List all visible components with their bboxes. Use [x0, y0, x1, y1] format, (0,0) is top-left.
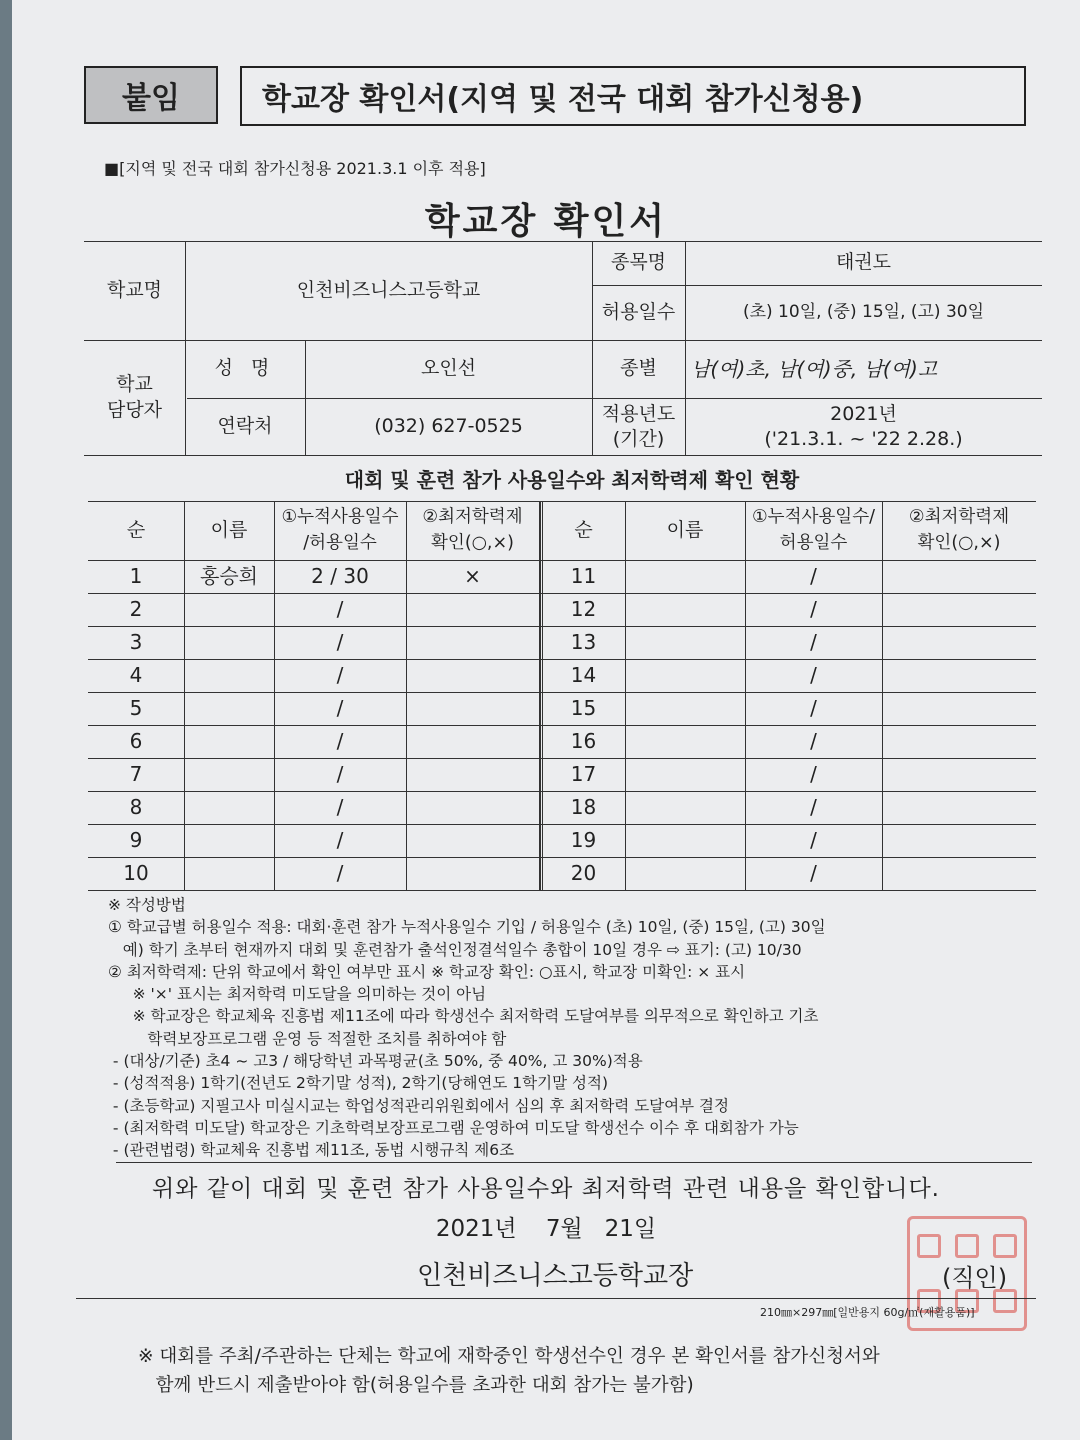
note-line: 학력보장프로그램 운영 등 적절한 조치를 취하여야 함: [108, 1029, 507, 1048]
table-cell-name: [184, 593, 274, 626]
table-cell-name: [625, 692, 745, 725]
category: 남(여)초, 남(여)중, 남(여)고: [691, 356, 938, 381]
table-cell-name: [184, 725, 274, 758]
note-line: - (성적적용) 1학기(전년도 2학기말 성적), 2학기(당해연도 1학기말 성적): [108, 1074, 608, 1093]
allowed-days: (초) 10일, (중) 15일, (고) 30일: [742, 302, 985, 323]
table-cell-no: 17: [570, 762, 597, 786]
table-cell-name: [184, 824, 274, 857]
divider: [116, 1162, 1032, 1163]
note-line: 예) 학기 초부터 현재까지 대회 및 훈련참가 출석인정결석일수 총합이 10일 경우 ⇨ 표기: (고) 10/30: [108, 940, 802, 959]
table-cell-days: /: [336, 762, 344, 786]
note-line: - (관련법령) 학교체육 진흥법 제11조, 동법 시행규칙 제6조: [108, 1141, 515, 1160]
table-cell-no: 5: [129, 696, 143, 720]
scope-note: ■[지역 및 전국 대회 참가신청용 2021.3.1 이후 적용]: [104, 159, 486, 178]
table-cell-check: [882, 857, 1036, 890]
table-cell-no: 20: [570, 861, 597, 885]
table-cell-name: [625, 659, 745, 692]
table-cell-days: /: [336, 630, 344, 654]
table-cell-days: 2 / 30: [311, 564, 369, 588]
table-cell-check: [406, 659, 539, 692]
table-cell-check: [406, 857, 539, 890]
sport-label: 종목명: [610, 251, 667, 274]
table-cell-check: [406, 824, 539, 857]
table-cell-name: [625, 857, 745, 890]
confirmation-text: 위와 같이 대회 및 훈련 참가 사용일수와 최저학력 관련 내용을 확인합니다.: [152, 1176, 940, 1202]
header-days-right: ①누적사용일수/ 허용일수: [751, 507, 875, 553]
principal-title: 인천비즈니스고등학교장: [417, 1261, 694, 1291]
table-cell-name: [625, 593, 745, 626]
note-line: ① 학교급별 허용일수 적용: 대회·훈련 참가 누적사용일수 기입 / 허용일수 (초) 10일, (중) 15일, (고) 30일: [108, 918, 826, 937]
header-name-right: 이름: [666, 518, 704, 541]
note-line: ② 최저학력제: 단위 학교에서 확인 여부만 표시 ※ 학교장 확인: ○표시, 학교장 미확인: × 표시: [108, 962, 746, 981]
header-name-left: 이름: [210, 518, 248, 541]
table-cell-name: 홍승희: [200, 564, 258, 588]
note-line: ※ 학교장은 학교체육 진흥법 제11조에 따라 학생선수 최저학력 도달여부를 의무적으로 확인하고 기초: [108, 1007, 819, 1026]
table-cell-days: /: [336, 828, 344, 852]
footer-line: ※ 대회를 주최/주관하는 단체는 학교에 재학중인 학생선수인 경우 본 확인서를 참가신청서와: [138, 1346, 880, 1367]
table-cell-no: 10: [123, 861, 149, 885]
table-cell-days: /: [810, 795, 817, 819]
table-cell-name: [625, 824, 745, 857]
table-cell-days: /: [336, 795, 344, 819]
table-cell-days: /: [336, 729, 344, 753]
table-cell-no: 19: [570, 828, 597, 852]
table-cell-no: 12: [570, 597, 597, 621]
table-cell-no: 1: [129, 564, 143, 588]
seal-mark: (직인): [942, 1264, 1008, 1292]
table-cell-name: [625, 791, 745, 824]
divider: [76, 1298, 1036, 1299]
table-cell-check: [882, 758, 1036, 791]
footer-note: [138, 1342, 1038, 1400]
table-cell-days: /: [810, 630, 817, 654]
table-cell-name: [184, 857, 274, 890]
note-line: - (초등학교) 지필고사 미실시교는 학업성적관리위원회에서 심의 후 최저학력 도달여부 결정: [108, 1096, 729, 1115]
table-cell-days: /: [810, 663, 817, 687]
table-cell-no: 3: [129, 630, 143, 654]
header-check-left: ②최저학력제 확인(○,×): [422, 507, 523, 553]
note-line: ※ 작성방법: [108, 896, 186, 914]
note-line: - (최저학력 미도달) 학교장은 기초학력보장프로그램 운영하여 미도달 학생선수 이수 후 대회참가 가능: [108, 1118, 799, 1137]
table-cell-check: [406, 593, 539, 626]
table-cell-no: 11: [570, 564, 597, 588]
header-no-left: 순: [126, 518, 146, 541]
manager-label: 학교 담당자: [106, 372, 163, 421]
table-cell-no: 18: [570, 795, 597, 819]
table-cell-check: [882, 692, 1036, 725]
table-cell-no: 8: [129, 795, 143, 819]
footer-line: 함께 반드시 제출받아야 함(허용일수를 초과한 대회 참가는 불가함): [138, 1375, 694, 1396]
table-cell-no: 15: [570, 696, 597, 720]
table-cell-check: [882, 659, 1036, 692]
table-cell-check: [406, 626, 539, 659]
table-cell-days: /: [336, 597, 344, 621]
sport: 태권도: [835, 251, 892, 274]
table-cell-check: [406, 758, 539, 791]
table-cell-check: [882, 560, 1036, 593]
note-line: ※ '×' 표시는 최저학력 미도달을 의미하는 것이 아님: [108, 985, 487, 1004]
table-cell-name: [625, 725, 745, 758]
paper-spec: 210㎜×297㎜[일반용지 60g/㎡(재활용품)]: [760, 1306, 975, 1319]
table-cell-days: /: [336, 696, 344, 720]
table-cell-no: 14: [570, 663, 597, 687]
table-cell-no: 7: [129, 762, 143, 786]
table-cell-check: [882, 824, 1036, 857]
name-label: 성 명: [214, 357, 276, 380]
info-border-bottom: [84, 455, 1042, 456]
table-cell-days: /: [336, 663, 344, 687]
document-page: [12, 0, 1080, 1440]
table-cell-check: [882, 725, 1036, 758]
table-cell-days: /: [810, 828, 817, 852]
table-cell-days: /: [810, 861, 817, 885]
header-no-right: 순: [574, 518, 593, 541]
table-cell-name: [625, 626, 745, 659]
attachment-label: 붙임: [84, 66, 218, 124]
table-cell-days: /: [810, 696, 817, 720]
instructions: [108, 894, 1048, 1162]
table-cell-no: 13: [570, 630, 597, 654]
table-cell-name: [184, 626, 274, 659]
table-cell-name: [184, 758, 274, 791]
table-cell-days: /: [810, 564, 817, 588]
year-period: 2021년 ('21.3.1. ~ '22 2.28.): [764, 402, 963, 450]
table-cell-no: 9: [129, 828, 143, 852]
table-cell-days: /: [810, 762, 817, 786]
table-cell-no: 4: [129, 663, 143, 687]
table-divider: [539, 501, 541, 890]
section-title: 대회 및 훈련 참가 사용일수와 최저학력제 확인 현황: [344, 468, 800, 492]
contact-label: 연락처: [217, 414, 273, 437]
school-name: 인천비즈니스고등학교: [296, 278, 481, 301]
table-cell-check: [406, 725, 539, 758]
table-cell-name: [625, 758, 745, 791]
note-line: - (대상/기준) 초4 ~ 고3 / 해당학년 과목평균(초 50%, 중 40%, 고 30%)적용: [108, 1052, 643, 1071]
category-label: 종별: [620, 357, 657, 380]
table-cell-check: [406, 791, 539, 824]
issue-date: 2021년 7월 21일: [435, 1216, 657, 1242]
table-cell-name: [184, 659, 274, 692]
table-cell-name: [184, 791, 274, 824]
table-cell-check: ×: [464, 564, 481, 588]
table-cell-no: 2: [129, 597, 143, 621]
contact: (032) 627-0525: [374, 414, 523, 437]
table-border-bottom: [88, 890, 1036, 891]
table-cell-no: 6: [129, 729, 143, 753]
table-cell-no: 16: [570, 729, 597, 753]
header-title: 학교장 확인서(지역 및 전국 대회 참가신청용): [240, 66, 1026, 126]
table-cell-check: [406, 692, 539, 725]
table-cell-days: /: [810, 597, 817, 621]
table-cell-days: /: [336, 861, 344, 885]
year-label: 적용년도 (기간): [601, 402, 676, 450]
table-cell-check: [882, 626, 1036, 659]
main-title: 학교장 확인서: [424, 201, 668, 242]
table-cell-name: [625, 560, 745, 593]
manager-name: 오인선: [420, 357, 477, 380]
table-cell-name: [184, 692, 274, 725]
table-cell-check: [882, 791, 1036, 824]
school-name-label: 학교명: [106, 278, 163, 301]
header-check-right: ②최저학력제 확인(○,×): [908, 507, 1010, 553]
allowed-days-label: 허용일수: [601, 300, 676, 323]
table-cell-days: /: [810, 729, 817, 753]
table-cell-check: [882, 593, 1036, 626]
header-days-left: ①누적사용일수 /허용일수: [281, 507, 399, 553]
